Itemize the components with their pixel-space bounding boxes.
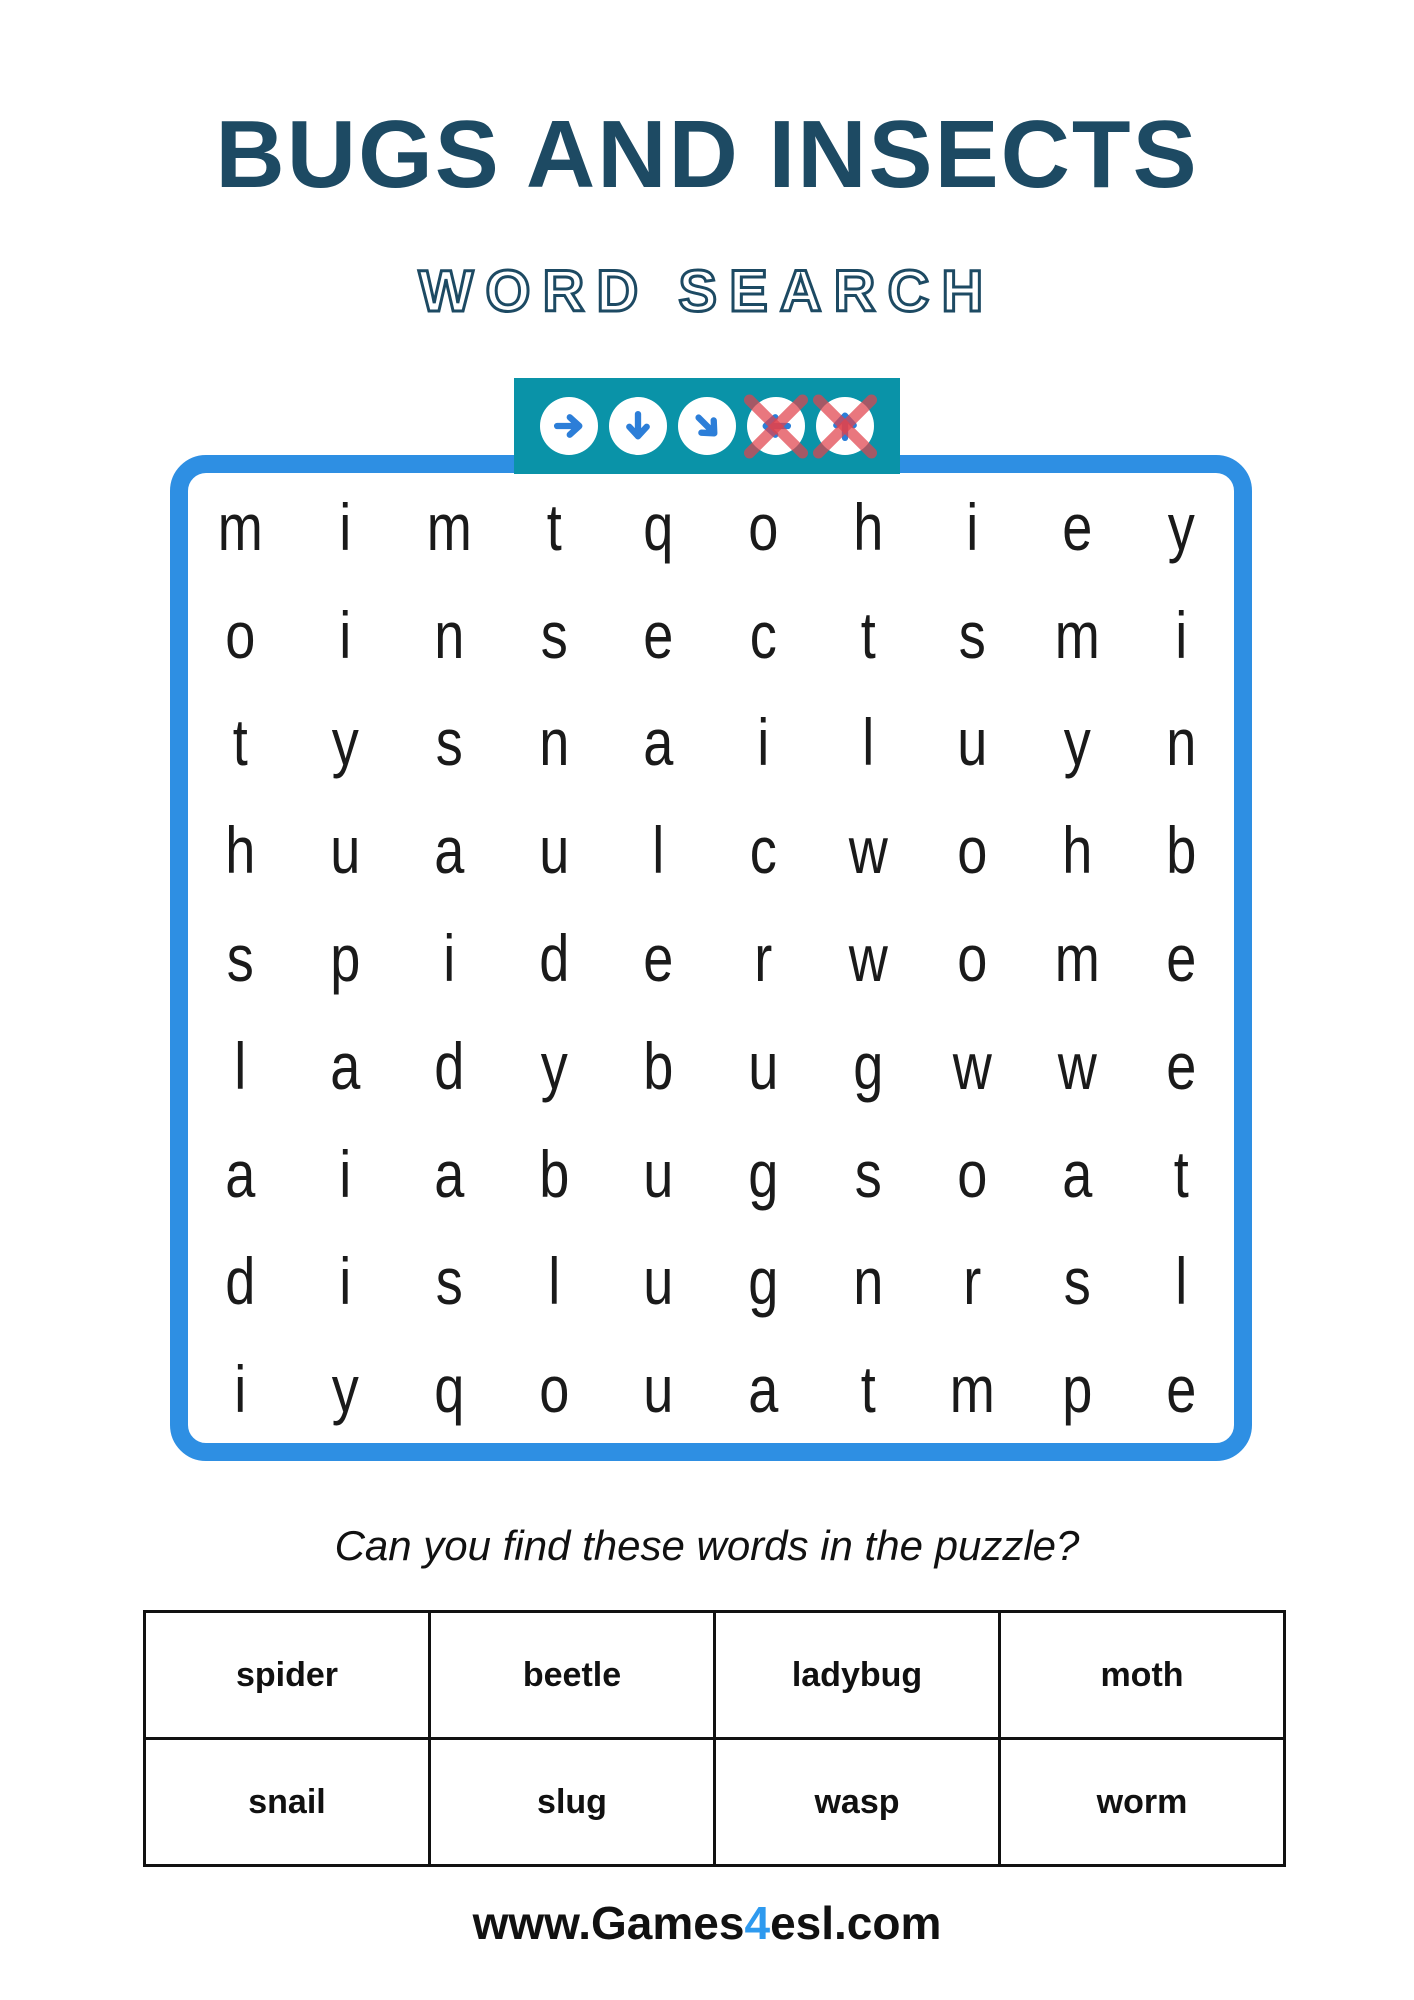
grid-letter: o <box>225 597 256 672</box>
grid-letter: o <box>957 920 988 995</box>
grid-letter: a <box>225 1136 256 1211</box>
direction-legend <box>514 378 900 474</box>
grid-letter: s <box>1063 1244 1091 1319</box>
grid-letter: i <box>1175 597 1188 672</box>
grid-letter: a <box>643 705 674 780</box>
grid-letter: o <box>957 1136 988 1211</box>
word-item: ladybug <box>715 1612 1000 1739</box>
down-arrow-icon <box>619 407 657 445</box>
grid-letter: p <box>329 920 360 995</box>
grid-letter: a <box>329 1028 360 1103</box>
right-arrow-icon <box>550 407 588 445</box>
grid-letter: h <box>1062 813 1093 888</box>
grid-letter: e <box>643 920 674 995</box>
grid-letter: w <box>952 1028 993 1103</box>
grid-letter: s <box>435 1244 464 1319</box>
grid-letter: h <box>852 489 883 564</box>
down-right-arrow-icon <box>678 397 736 455</box>
grid-letter: s <box>226 920 254 995</box>
grid-letter: d <box>225 1244 256 1319</box>
grid-letter: u <box>957 705 988 780</box>
left-arrow-icon-crossed <box>747 397 805 455</box>
grid-letter: t <box>860 597 876 672</box>
grid-letter: o <box>748 489 779 564</box>
footer-highlight: 4 <box>744 1897 771 1949</box>
grid-letter: d <box>434 1028 465 1103</box>
grid-letter: y <box>1063 705 1091 780</box>
word-list-row <box>145 1739 1285 1866</box>
grid-letter: n <box>852 1244 883 1319</box>
grid-letter: n <box>434 597 465 672</box>
word-item: spider <box>145 1612 430 1739</box>
grid-letter: t <box>232 705 248 780</box>
grid-letter: m <box>217 489 263 564</box>
word-item: worm <box>1000 1739 1285 1866</box>
grid-letter: y <box>1168 489 1196 564</box>
grid-letter: s <box>854 1136 882 1211</box>
grid-letter: i <box>338 1244 351 1319</box>
grid-letter: w <box>848 813 888 888</box>
grid-letter: m <box>1054 920 1100 995</box>
word-list-body <box>145 1612 1285 1866</box>
prompt-text: Can you find these words in the puzzle? <box>334 1522 1080 1569</box>
grid-letter: c <box>749 813 777 888</box>
grid-letter: u <box>748 1028 779 1103</box>
grid-letter: i <box>966 489 979 564</box>
grid-letter: s <box>540 597 568 672</box>
grid-letter: e <box>1166 1352 1197 1427</box>
grid-letter: e <box>643 597 674 672</box>
grid-letter: o <box>539 1352 570 1427</box>
grid-letter: m <box>426 489 473 564</box>
grid-letter: l <box>861 705 874 780</box>
grid-letter: w <box>848 920 888 995</box>
grid-letter: p <box>1062 1352 1093 1427</box>
grid-letter: i <box>757 705 770 780</box>
footer-suffix: esl.com <box>770 1897 942 1949</box>
down-arrow-icon <box>609 397 667 455</box>
puzzle-grid <box>188 473 1234 1443</box>
grid-letter: l <box>548 1244 561 1319</box>
grid-letter: t <box>1174 1136 1190 1211</box>
word-item: snail <box>145 1739 430 1866</box>
grid-letter: s <box>958 597 987 672</box>
grid-letter: b <box>539 1136 570 1211</box>
grid-letter: c <box>749 597 777 672</box>
grid-letter: g <box>748 1244 779 1319</box>
grid-letter: u <box>643 1136 674 1211</box>
grid-letter: q <box>643 489 674 564</box>
grid-letter: h <box>225 813 256 888</box>
grid-letter: i <box>234 1352 247 1427</box>
up-arrow-icon-crossed <box>816 397 874 455</box>
word-item: beetle <box>430 1612 715 1739</box>
grid-letter: i <box>338 1136 351 1211</box>
grid-letter: u <box>643 1244 674 1319</box>
grid-letter: y <box>540 1028 568 1103</box>
word-list-row <box>145 1612 1285 1739</box>
left-arrow-icon <box>757 407 795 445</box>
grid-letter: u <box>643 1352 674 1427</box>
grid-letter: u <box>329 813 360 888</box>
page-subtitle: WORD SEARCH <box>418 259 996 324</box>
grid-letter: l <box>652 813 665 888</box>
grid-letter: o <box>957 813 988 888</box>
grid-letter: g <box>748 1136 779 1211</box>
grid-letter: i <box>443 920 456 995</box>
puzzle-board <box>170 455 1252 1461</box>
grid-letter: q <box>434 1352 465 1427</box>
grid-letter: a <box>1062 1136 1093 1211</box>
grid-letter: b <box>1166 813 1197 888</box>
grid-letter: r <box>754 920 773 995</box>
grid-letter: t <box>860 1352 876 1427</box>
grid-letter: a <box>434 1136 465 1211</box>
up-arrow-icon <box>826 407 864 445</box>
grid-letter: l <box>234 1028 247 1103</box>
word-item: slug <box>430 1739 715 1866</box>
grid-letter: w <box>1057 1028 1097 1103</box>
grid-letter: r <box>963 1244 982 1319</box>
grid-letter: s <box>435 705 464 780</box>
grid-letter: e <box>1062 489 1093 564</box>
grid-letter: b <box>643 1028 674 1103</box>
word-item: moth <box>1000 1612 1285 1739</box>
grid-letter: a <box>748 1352 779 1427</box>
right-arrow-icon <box>540 397 598 455</box>
grid-letter: n <box>539 705 570 780</box>
word-list-table <box>143 1610 1286 1867</box>
grid-letter: t <box>546 489 562 564</box>
grid-letter: i <box>338 597 351 672</box>
grid-letter: u <box>539 813 570 888</box>
footer-prefix: www.Games <box>472 1897 745 1949</box>
page-title: BUGS AND INSECTS <box>215 101 1199 208</box>
grid-letter: i <box>338 489 351 564</box>
footer-url <box>0 1896 1414 1950</box>
grid-letter: g <box>852 1028 883 1103</box>
grid-letter: a <box>434 813 465 888</box>
grid-letter: l <box>1175 1244 1188 1319</box>
grid-letter: e <box>1166 920 1197 995</box>
grid-letter: y <box>331 705 359 780</box>
word-item: wasp <box>715 1739 1000 1866</box>
down-right-arrow-icon <box>680 399 734 453</box>
grid-letter: d <box>539 920 570 995</box>
grid-letter: m <box>949 1352 996 1427</box>
grid-letter: y <box>331 1352 359 1427</box>
grid-letter: e <box>1166 1028 1197 1103</box>
grid-letter: n <box>1166 705 1197 780</box>
grid-letter: m <box>1054 597 1100 672</box>
